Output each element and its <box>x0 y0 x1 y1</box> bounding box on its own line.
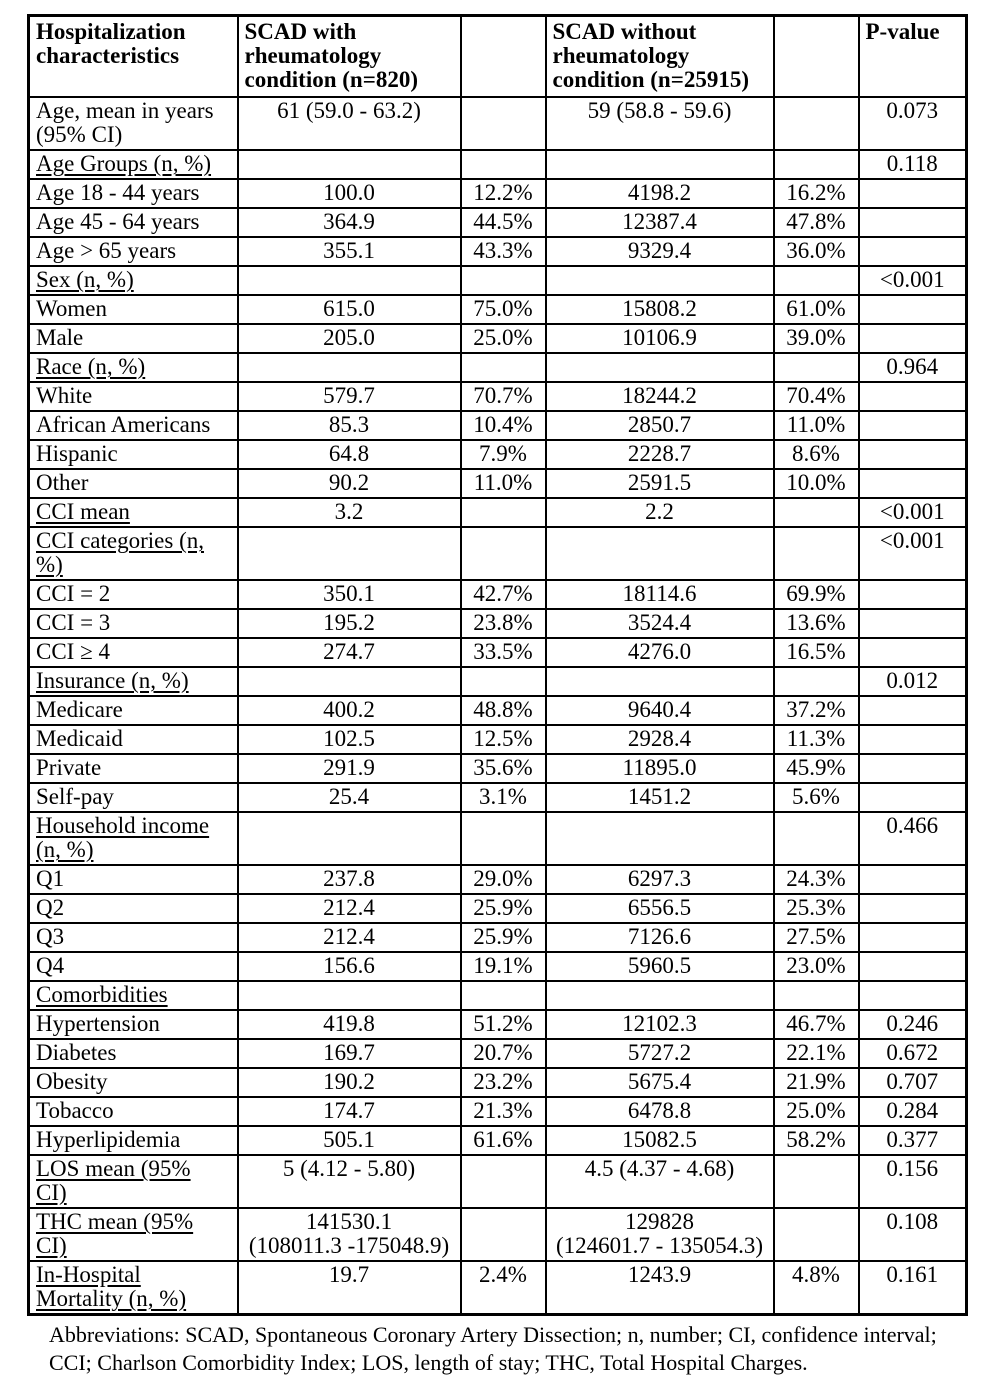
p-value <box>859 865 967 894</box>
without-rheum-n-value: 6478.8 <box>546 1097 774 1126</box>
without-rheum-pct-value <box>774 97 859 150</box>
table-row <box>29 783 967 812</box>
p-value <box>859 469 967 498</box>
without-rheum-n-value: 15808.2 <box>546 295 774 324</box>
table-row <box>29 353 967 382</box>
with-rheum-pct-value: 23.2% <box>461 1068 546 1097</box>
without-rheum-pct-value: 45.9% <box>774 754 859 783</box>
p-value <box>859 638 967 667</box>
without-rheum-pct-value <box>774 667 859 696</box>
row-label: Sex (n, %) <box>29 266 238 295</box>
table-row <box>29 324 967 353</box>
table-row <box>29 1068 967 1097</box>
row-label: Women <box>29 295 238 324</box>
row-label: Age > 65 years <box>29 237 238 266</box>
with-rheum-n-value: 141530.1 (108011.3 -175048.9) <box>238 1208 461 1261</box>
with-rheum-pct-value: 33.5% <box>461 638 546 667</box>
without-rheum-pct-value: 36.0% <box>774 237 859 266</box>
with-rheum-n-value: 190.2 <box>238 1068 461 1097</box>
without-rheum-pct-value: 5.6% <box>774 783 859 812</box>
p-value: 0.964 <box>859 353 967 382</box>
row-label: Q3 <box>29 923 238 952</box>
without-rheum-pct-value: 11.0% <box>774 411 859 440</box>
table-row <box>29 696 967 725</box>
p-value <box>859 696 967 725</box>
table-row <box>29 725 967 754</box>
with-rheum-n-value: 615.0 <box>238 295 461 324</box>
row-label: Self-pay <box>29 783 238 812</box>
with-rheum-pct-value <box>461 150 546 179</box>
table-row <box>29 150 967 179</box>
without-rheum-n-value: 2928.4 <box>546 725 774 754</box>
with-rheum-n-value: 237.8 <box>238 865 461 894</box>
table-row <box>29 266 967 295</box>
with-rheum-n-value: 3.2 <box>238 498 461 527</box>
row-label: CCI categories (n, %) <box>29 527 238 580</box>
without-rheum-pct-value <box>774 1155 859 1208</box>
p-value: 0.707 <box>859 1068 967 1097</box>
with-rheum-pct-value: 10.4% <box>461 411 546 440</box>
without-rheum-pct-value: 11.3% <box>774 725 859 754</box>
without-rheum-n-value: 7126.6 <box>546 923 774 952</box>
with-rheum-pct-value: 25.9% <box>461 894 546 923</box>
p-value <box>859 981 967 1010</box>
with-rheum-pct-value: 43.3% <box>461 237 546 266</box>
without-rheum-pct-value: 13.6% <box>774 609 859 638</box>
with-rheum-pct-value: 44.5% <box>461 208 546 237</box>
with-rheum-n-value <box>238 667 461 696</box>
without-rheum-pct-value: 4.8% <box>774 1261 859 1315</box>
p-value: <0.001 <box>859 498 967 527</box>
without-rheum-n-value <box>546 353 774 382</box>
without-rheum-pct-value: 61.0% <box>774 295 859 324</box>
p-value <box>859 295 967 324</box>
table-row <box>29 237 967 266</box>
with-rheum-n-value: 174.7 <box>238 1097 461 1126</box>
table-row <box>29 667 967 696</box>
without-rheum-n-value: 4198.2 <box>546 179 774 208</box>
col-header-scad-with: SCAD with rheumatology condition (n=820) <box>238 16 461 98</box>
row-label: Comorbidities <box>29 981 238 1010</box>
table-row <box>29 952 967 981</box>
without-rheum-pct-value: 70.4% <box>774 382 859 411</box>
without-rheum-n-value: 129828 (124601.7 - 135054.3) <box>546 1208 774 1261</box>
with-rheum-pct-value <box>461 266 546 295</box>
table-row <box>29 894 967 923</box>
without-rheum-n-value: 9640.4 <box>546 696 774 725</box>
with-rheum-pct-value <box>461 812 546 865</box>
with-rheum-n-value: 90.2 <box>238 469 461 498</box>
with-rheum-n-value: 195.2 <box>238 609 461 638</box>
without-rheum-pct-value: 27.5% <box>774 923 859 952</box>
table-row <box>29 469 967 498</box>
table-row <box>29 1126 967 1155</box>
with-rheum-n-value: 100.0 <box>238 179 461 208</box>
without-rheum-pct-value <box>774 527 859 580</box>
row-label: Household income (n, %) <box>29 812 238 865</box>
without-rheum-pct-value: 69.9% <box>774 580 859 609</box>
with-rheum-n-value: 64.8 <box>238 440 461 469</box>
col-header-scad-without: SCAD without rheumatology condition (n=25915) <box>546 16 774 98</box>
table-row <box>29 179 967 208</box>
with-rheum-n-value: 61 (59.0 - 63.2) <box>238 97 461 150</box>
table-row <box>29 865 967 894</box>
without-rheum-pct-value: 39.0% <box>774 324 859 353</box>
with-rheum-pct-value: 25.0% <box>461 324 546 353</box>
with-rheum-pct-value: 35.6% <box>461 754 546 783</box>
with-rheum-pct-value <box>461 498 546 527</box>
with-rheum-n-value <box>238 527 461 580</box>
without-rheum-pct-value: 24.3% <box>774 865 859 894</box>
without-rheum-n-value: 2850.7 <box>546 411 774 440</box>
row-label: Age Groups (n, %) <box>29 150 238 179</box>
with-rheum-pct-value: 75.0% <box>461 295 546 324</box>
row-label: Q4 <box>29 952 238 981</box>
without-rheum-n-value: 6556.5 <box>546 894 774 923</box>
without-rheum-n-value: 5960.5 <box>546 952 774 981</box>
p-value <box>859 411 967 440</box>
table-row <box>29 498 967 527</box>
without-rheum-n-value <box>546 527 774 580</box>
col-header-spacer-1 <box>461 16 546 98</box>
with-rheum-n-value: 25.4 <box>238 783 461 812</box>
with-rheum-pct-value: 29.0% <box>461 865 546 894</box>
without-rheum-pct-value <box>774 981 859 1010</box>
without-rheum-n-value: 12387.4 <box>546 208 774 237</box>
without-rheum-n-value: 18114.6 <box>546 580 774 609</box>
without-rheum-n-value: 10106.9 <box>546 324 774 353</box>
row-label: Obesity <box>29 1068 238 1097</box>
without-rheum-pct-value <box>774 150 859 179</box>
with-rheum-n-value: 350.1 <box>238 580 461 609</box>
without-rheum-n-value: 2.2 <box>546 498 774 527</box>
with-rheum-n-value: 212.4 <box>238 894 461 923</box>
table-row <box>29 1010 967 1039</box>
row-label: Private <box>29 754 238 783</box>
p-value <box>859 179 967 208</box>
without-rheum-n-value: 4.5 (4.37 - 4.68) <box>546 1155 774 1208</box>
table-row <box>29 580 967 609</box>
without-rheum-pct-value: 47.8% <box>774 208 859 237</box>
p-value <box>859 324 967 353</box>
without-rheum-pct-value <box>774 353 859 382</box>
with-rheum-n-value: 291.9 <box>238 754 461 783</box>
row-label: Age 45 - 64 years <box>29 208 238 237</box>
with-rheum-n-value: 19.7 <box>238 1261 461 1315</box>
without-rheum-pct-value <box>774 266 859 295</box>
with-rheum-n-value <box>238 266 461 295</box>
p-value <box>859 382 967 411</box>
row-label: CCI mean <box>29 498 238 527</box>
row-label: Q2 <box>29 894 238 923</box>
with-rheum-n-value: 355.1 <box>238 237 461 266</box>
col-header-spacer-2 <box>774 16 859 98</box>
without-rheum-pct-value: 22.1% <box>774 1039 859 1068</box>
row-label: In-Hospital Mortality (n, %) <box>29 1261 238 1315</box>
with-rheum-pct-value: 12.2% <box>461 179 546 208</box>
with-rheum-n-value: 505.1 <box>238 1126 461 1155</box>
p-value <box>859 923 967 952</box>
p-value: 0.073 <box>859 97 967 150</box>
without-rheum-n-value: 12102.3 <box>546 1010 774 1039</box>
with-rheum-pct-value <box>461 97 546 150</box>
p-value <box>859 783 967 812</box>
without-rheum-pct-value <box>774 498 859 527</box>
row-label: White <box>29 382 238 411</box>
table-row <box>29 440 967 469</box>
with-rheum-pct-value: 3.1% <box>461 783 546 812</box>
with-rheum-n-value <box>238 353 461 382</box>
table-row <box>29 1039 967 1068</box>
table-row <box>29 97 967 150</box>
without-rheum-pct-value: 8.6% <box>774 440 859 469</box>
with-rheum-pct-value: 51.2% <box>461 1010 546 1039</box>
row-label: Hypertension <box>29 1010 238 1039</box>
without-rheum-pct-value: 16.5% <box>774 638 859 667</box>
with-rheum-pct-value: 48.8% <box>461 696 546 725</box>
with-rheum-n-value: 205.0 <box>238 324 461 353</box>
without-rheum-n-value: 2591.5 <box>546 469 774 498</box>
with-rheum-pct-value: 19.1% <box>461 952 546 981</box>
with-rheum-pct-value <box>461 667 546 696</box>
table-row <box>29 923 967 952</box>
p-value: 0.012 <box>859 667 967 696</box>
table-row <box>29 638 967 667</box>
with-rheum-pct-value: 12.5% <box>461 725 546 754</box>
without-rheum-n-value: 6297.3 <box>546 865 774 894</box>
p-value <box>859 725 967 754</box>
without-rheum-n-value: 5675.4 <box>546 1068 774 1097</box>
without-rheum-n-value: 15082.5 <box>546 1126 774 1155</box>
with-rheum-pct-value: 25.9% <box>461 923 546 952</box>
row-label: CCI = 3 <box>29 609 238 638</box>
without-rheum-pct-value <box>774 1208 859 1261</box>
table-row <box>29 609 967 638</box>
table-row <box>29 981 967 1010</box>
p-value <box>859 208 967 237</box>
without-rheum-n-value <box>546 266 774 295</box>
without-rheum-n-value <box>546 812 774 865</box>
without-rheum-n-value: 5727.2 <box>546 1039 774 1068</box>
row-label: THC mean (95% CI) <box>29 1208 238 1261</box>
without-rheum-n-value: 9329.4 <box>546 237 774 266</box>
p-value: 0.284 <box>859 1097 967 1126</box>
p-value: 0.466 <box>859 812 967 865</box>
with-rheum-pct-value <box>461 353 546 382</box>
with-rheum-n-value: 85.3 <box>238 411 461 440</box>
without-rheum-pct-value: 58.2% <box>774 1126 859 1155</box>
without-rheum-pct-value: 25.3% <box>774 894 859 923</box>
table-row <box>29 812 967 865</box>
row-label: Medicaid <box>29 725 238 754</box>
without-rheum-pct-value: 25.0% <box>774 1097 859 1126</box>
row-label: Medicare <box>29 696 238 725</box>
p-value <box>859 754 967 783</box>
without-rheum-pct-value: 23.0% <box>774 952 859 981</box>
with-rheum-n-value: 579.7 <box>238 382 461 411</box>
table-row <box>29 1097 967 1126</box>
table-row <box>29 527 967 580</box>
with-rheum-n-value: 419.8 <box>238 1010 461 1039</box>
with-rheum-n-value: 156.6 <box>238 952 461 981</box>
col-header-pvalue: P-value <box>859 16 967 98</box>
without-rheum-pct-value: 16.2% <box>774 179 859 208</box>
with-rheum-pct-value <box>461 1155 546 1208</box>
row-label: African Americans <box>29 411 238 440</box>
without-rheum-n-value: 59 (58.8 - 59.6) <box>546 97 774 150</box>
row-label: Tobacco <box>29 1097 238 1126</box>
p-value <box>859 440 967 469</box>
with-rheum-pct-value: 11.0% <box>461 469 546 498</box>
with-rheum-pct-value: 61.6% <box>461 1126 546 1155</box>
with-rheum-pct-value: 7.9% <box>461 440 546 469</box>
without-rheum-n-value <box>546 150 774 179</box>
without-rheum-pct-value: 46.7% <box>774 1010 859 1039</box>
table-row <box>29 208 967 237</box>
row-label: CCI = 2 <box>29 580 238 609</box>
table-row <box>29 754 967 783</box>
table-row <box>29 411 967 440</box>
row-label: LOS mean (95% CI) <box>29 1155 238 1208</box>
row-label: Race (n, %) <box>29 353 238 382</box>
p-value <box>859 609 967 638</box>
header-row <box>29 16 967 98</box>
with-rheum-pct-value: 2.4% <box>461 1261 546 1315</box>
with-rheum-n-value <box>238 981 461 1010</box>
row-label: Q1 <box>29 865 238 894</box>
without-rheum-n-value <box>546 981 774 1010</box>
p-value: 0.108 <box>859 1208 967 1261</box>
row-label: Diabetes <box>29 1039 238 1068</box>
without-rheum-n-value: 11895.0 <box>546 754 774 783</box>
p-value <box>859 952 967 981</box>
without-rheum-pct-value: 37.2% <box>774 696 859 725</box>
row-label: Insurance (n, %) <box>29 667 238 696</box>
table-row <box>29 382 967 411</box>
with-rheum-n-value: 212.4 <box>238 923 461 952</box>
without-rheum-pct-value <box>774 812 859 865</box>
col-header-characteristics: Hospitalization characteristics <box>29 16 238 98</box>
p-value: <0.001 <box>859 266 967 295</box>
p-value: 0.672 <box>859 1039 967 1068</box>
p-value <box>859 237 967 266</box>
with-rheum-pct-value <box>461 981 546 1010</box>
with-rheum-pct-value <box>461 527 546 580</box>
without-rheum-n-value: 3524.4 <box>546 609 774 638</box>
with-rheum-pct-value: 20.7% <box>461 1039 546 1068</box>
with-rheum-n-value: 169.7 <box>238 1039 461 1068</box>
without-rheum-pct-value: 21.9% <box>774 1068 859 1097</box>
row-label: Hispanic <box>29 440 238 469</box>
p-value <box>859 894 967 923</box>
row-label: Hyperlipidemia <box>29 1126 238 1155</box>
without-rheum-n-value: 1243.9 <box>546 1261 774 1315</box>
p-value: 0.161 <box>859 1261 967 1315</box>
with-rheum-n-value <box>238 150 461 179</box>
table-row <box>29 1208 967 1261</box>
row-label: Age, mean in years (95% CI) <box>29 97 238 150</box>
without-rheum-n-value: 2228.7 <box>546 440 774 469</box>
p-value <box>859 580 967 609</box>
p-value: 0.118 <box>859 150 967 179</box>
p-value: 0.156 <box>859 1155 967 1208</box>
without-rheum-n-value: 4276.0 <box>546 638 774 667</box>
p-value: 0.246 <box>859 1010 967 1039</box>
row-label: Age 18 - 44 years <box>29 179 238 208</box>
hospitalization-characteristics-table <box>27 14 968 1316</box>
without-rheum-pct-value: 10.0% <box>774 469 859 498</box>
row-label: Male <box>29 324 238 353</box>
with-rheum-pct-value: 21.3% <box>461 1097 546 1126</box>
with-rheum-n-value: 274.7 <box>238 638 461 667</box>
with-rheum-n-value <box>238 812 461 865</box>
p-value: 0.377 <box>859 1126 967 1155</box>
row-label: CCI ≥ 4 <box>29 638 238 667</box>
with-rheum-pct-value <box>461 1208 546 1261</box>
with-rheum-n-value: 5 (4.12 - 5.80) <box>238 1155 461 1208</box>
with-rheum-pct-value: 23.8% <box>461 609 546 638</box>
table-row <box>29 1261 967 1315</box>
p-value: <0.001 <box>859 527 967 580</box>
without-rheum-n-value: 18244.2 <box>546 382 774 411</box>
table-row <box>29 1155 967 1208</box>
without-rheum-n-value <box>546 667 774 696</box>
row-label: Other <box>29 469 238 498</box>
table-row <box>29 295 967 324</box>
with-rheum-pct-value: 42.7% <box>461 580 546 609</box>
with-rheum-pct-value: 70.7% <box>461 382 546 411</box>
with-rheum-n-value: 364.9 <box>238 208 461 237</box>
abbreviations-footnote: Abbreviations: SCAD, Spontaneous Coronary Artery Dissection; n, number; CI, confidence interval; CCI; Charlson Comorbidity Index; LOS, length of stay; THC, Total Hospital Charges. <box>49 1322 937 1375</box>
with-rheum-n-value: 102.5 <box>238 725 461 754</box>
with-rheum-n-value: 400.2 <box>238 696 461 725</box>
without-rheum-n-value: 1451.2 <box>546 783 774 812</box>
